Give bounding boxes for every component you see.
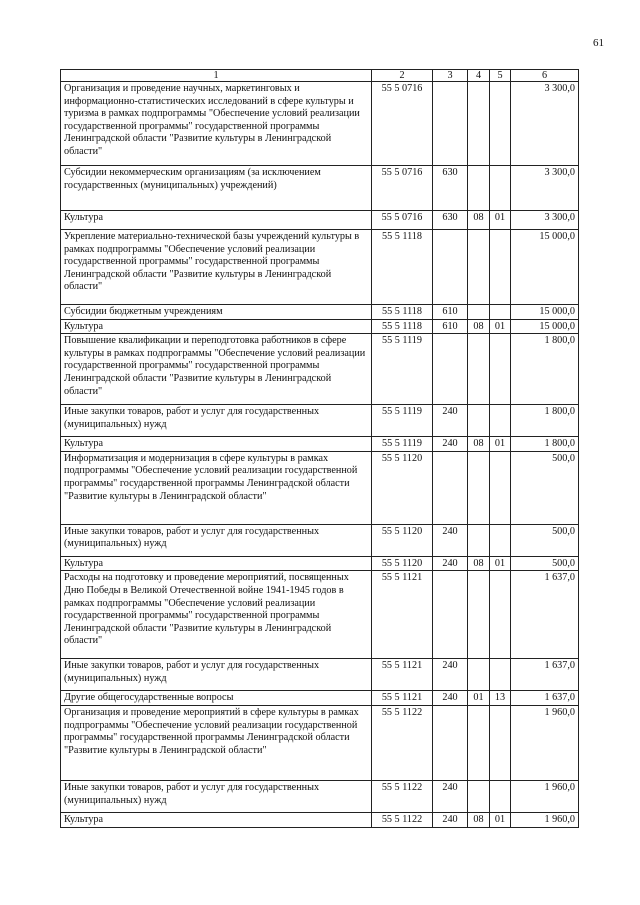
row-rz-cell <box>468 659 490 691</box>
row-name-cell: Иные закупки товаров, работ и услуг для государственных (муниципальных) нужд <box>61 659 372 691</box>
row-amount-cell: 500,0 <box>511 556 579 571</box>
row-vr-cell: 240 <box>433 437 468 452</box>
row-rz-cell: 08 <box>468 319 490 334</box>
row-amount-cell: 15 000,0 <box>511 319 579 334</box>
row-name-cell: Культура <box>61 319 372 334</box>
table-row <box>61 211 579 230</box>
row-csr-cell: 55 5 1118 <box>372 230 433 305</box>
row-rz-cell <box>468 82 490 166</box>
table-row <box>61 705 579 780</box>
row-rz-cell: 01 <box>468 691 490 706</box>
row-pr-cell <box>490 705 511 780</box>
row-name-cell: Иные закупки товаров, работ и услуг для государственных (муниципальных) нужд <box>61 780 372 812</box>
row-name-cell: Организация и проведение научных, маркетинговых и информационно-статистических исследований в сфере культуры и туризма в рамках подпрограммы "Обеспечение условий реализации государственной программы" государственной программы Ленинградской области "Развитие культуры в Ленинградской области" <box>61 82 372 166</box>
row-rz-cell <box>468 780 490 812</box>
row-amount-cell: 1 637,0 <box>511 571 579 659</box>
row-name-cell: Организация и проведение мероприятий в сфере культуры в рамках подпрограммы "Обеспечение условий реализации государственной программы" государственной программы Ленинградской области "Развитие культуры в Ленинградской области" <box>61 705 372 780</box>
row-vr-cell: 240 <box>433 405 468 437</box>
row-pr-cell: 01 <box>490 437 511 452</box>
row-name-cell: Культура <box>61 556 372 571</box>
row-pr-cell <box>490 659 511 691</box>
table-row <box>61 82 579 166</box>
row-vr-cell: 240 <box>433 812 468 827</box>
row-amount-cell: 3 300,0 <box>511 166 579 211</box>
header-col-2: 2 <box>372 70 433 82</box>
row-pr-cell <box>490 451 511 524</box>
row-amount-cell: 1 960,0 <box>511 780 579 812</box>
page-number: 61 <box>593 37 604 49</box>
row-vr-cell: 610 <box>433 305 468 320</box>
row-name-cell: Культура <box>61 812 372 827</box>
row-vr-cell: 610 <box>433 319 468 334</box>
row-vr-cell <box>433 451 468 524</box>
row-pr-cell <box>490 571 511 659</box>
row-vr-cell <box>433 334 468 405</box>
header-row <box>61 70 579 82</box>
table-row <box>61 659 579 691</box>
table-row <box>61 166 579 211</box>
row-name-cell: Субсидии некоммерческим организациям (за исключением государственных (муниципальных) учреждений) <box>61 166 372 211</box>
row-vr-cell: 240 <box>433 524 468 556</box>
row-csr-cell: 55 5 0716 <box>372 211 433 230</box>
row-csr-cell: 55 5 1121 <box>372 691 433 706</box>
row-csr-cell: 55 5 1122 <box>372 705 433 780</box>
row-pr-cell: 01 <box>490 556 511 571</box>
row-vr-cell: 240 <box>433 780 468 812</box>
row-name-cell: Укрепление материально-технической базы учреждений культуры в рамках подпрограммы "Обеспечение условий реализации государственной программы" государственной программы Ленинградской области "Развитие культуры в Ленинградской области" <box>61 230 372 305</box>
row-csr-cell: 55 5 1120 <box>372 556 433 571</box>
row-vr-cell <box>433 82 468 166</box>
row-csr-cell: 55 5 1119 <box>372 405 433 437</box>
row-pr-cell: 13 <box>490 691 511 706</box>
row-amount-cell: 1 637,0 <box>511 659 579 691</box>
row-pr-cell: 01 <box>490 211 511 230</box>
row-amount-cell: 500,0 <box>511 451 579 524</box>
row-pr-cell <box>490 405 511 437</box>
row-amount-cell: 15 000,0 <box>511 230 579 305</box>
row-name-cell: Иные закупки товаров, работ и услуг для государственных (муниципальных) нужд <box>61 524 372 556</box>
row-amount-cell: 1 800,0 <box>511 334 579 405</box>
row-amount-cell: 1 800,0 <box>511 437 579 452</box>
table-row <box>61 305 579 320</box>
row-rz-cell <box>468 524 490 556</box>
row-vr-cell: 240 <box>433 659 468 691</box>
row-amount-cell: 3 300,0 <box>511 82 579 166</box>
row-name-cell: Информатизация и модернизация в сфере культуры в рамках подпрограммы "Обеспечение условий реализации государственной программы" государственной программы Ленинградской области "Развитие культуры в Ленинградской области" <box>61 451 372 524</box>
row-csr-cell: 55 5 1119 <box>372 437 433 452</box>
row-name-cell: Иные закупки товаров, работ и услуг для государственных (муниципальных) нужд <box>61 405 372 437</box>
row-csr-cell: 55 5 1120 <box>372 451 433 524</box>
row-pr-cell <box>490 166 511 211</box>
row-rz-cell: 08 <box>468 437 490 452</box>
row-pr-cell <box>490 334 511 405</box>
row-csr-cell: 55 5 1122 <box>372 780 433 812</box>
row-name-cell: Повышение квалификации и переподготовка работников в сфере культуры в рамках подпрограммы "Обеспечение условий реализации государственной программы" государственной программы Ленинградской области "Развитие культуры в Ленинградской области" <box>61 334 372 405</box>
row-pr-cell <box>490 82 511 166</box>
header-col-6: 6 <box>511 70 579 82</box>
row-vr-cell: 240 <box>433 691 468 706</box>
row-rz-cell <box>468 705 490 780</box>
row-vr-cell: 630 <box>433 166 468 211</box>
row-csr-cell: 55 5 1121 <box>372 571 433 659</box>
row-vr-cell: 240 <box>433 556 468 571</box>
table-row <box>61 230 579 305</box>
row-rz-cell <box>468 334 490 405</box>
row-rz-cell <box>468 451 490 524</box>
row-rz-cell: 08 <box>468 211 490 230</box>
header-col-3: 3 <box>433 70 468 82</box>
row-csr-cell: 55 5 0716 <box>372 166 433 211</box>
row-csr-cell: 55 5 1118 <box>372 305 433 320</box>
row-rz-cell <box>468 230 490 305</box>
row-pr-cell <box>490 230 511 305</box>
header-col-1: 1 <box>61 70 372 82</box>
row-rz-cell: 08 <box>468 812 490 827</box>
row-amount-cell: 3 300,0 <box>511 211 579 230</box>
table-row <box>61 691 579 706</box>
table-row <box>61 556 579 571</box>
row-rz-cell <box>468 305 490 320</box>
row-pr-cell <box>490 780 511 812</box>
header-col-4: 4 <box>468 70 490 82</box>
row-csr-cell: 55 5 1119 <box>372 334 433 405</box>
row-rz-cell: 08 <box>468 556 490 571</box>
row-amount-cell: 1 800,0 <box>511 405 579 437</box>
row-csr-cell: 55 5 0716 <box>372 82 433 166</box>
row-pr-cell <box>490 305 511 320</box>
row-csr-cell: 55 5 1118 <box>372 319 433 334</box>
row-name-cell: Культура <box>61 211 372 230</box>
table-row <box>61 334 579 405</box>
table-row <box>61 524 579 556</box>
budget-table <box>60 69 579 828</box>
row-vr-cell <box>433 705 468 780</box>
row-amount-cell: 1 637,0 <box>511 691 579 706</box>
table-row <box>61 571 579 659</box>
row-name-cell: Субсидии бюджетным учреждениям <box>61 305 372 320</box>
row-csr-cell: 55 5 1120 <box>372 524 433 556</box>
row-rz-cell <box>468 405 490 437</box>
row-amount-cell: 1 960,0 <box>511 812 579 827</box>
row-pr-cell: 01 <box>490 319 511 334</box>
row-pr-cell <box>490 524 511 556</box>
header-col-5: 5 <box>490 70 511 82</box>
table-row <box>61 437 579 452</box>
row-rz-cell <box>468 571 490 659</box>
row-amount-cell: 15 000,0 <box>511 305 579 320</box>
row-rz-cell <box>468 166 490 211</box>
table-row <box>61 451 579 524</box>
table-row <box>61 780 579 812</box>
row-name-cell: Расходы на подготовку и проведение мероприятий, посвященных Дню Победы в Великой Отечественной войне 1941-1945 годов в рамках подпрограммы "Обеспечение условий реализации государственной программы" государственной программы Ленинградской области "Развитие культуры в Ленинградской области" <box>61 571 372 659</box>
table-row <box>61 405 579 437</box>
row-name-cell: Другие общегосударственные вопросы <box>61 691 372 706</box>
row-vr-cell <box>433 230 468 305</box>
row-csr-cell: 55 5 1121 <box>372 659 433 691</box>
table-row <box>61 319 579 334</box>
row-amount-cell: 500,0 <box>511 524 579 556</box>
row-name-cell: Культура <box>61 437 372 452</box>
row-amount-cell: 1 960,0 <box>511 705 579 780</box>
row-vr-cell <box>433 571 468 659</box>
row-pr-cell: 01 <box>490 812 511 827</box>
table-row <box>61 812 579 827</box>
row-vr-cell: 630 <box>433 211 468 230</box>
row-csr-cell: 55 5 1122 <box>372 812 433 827</box>
